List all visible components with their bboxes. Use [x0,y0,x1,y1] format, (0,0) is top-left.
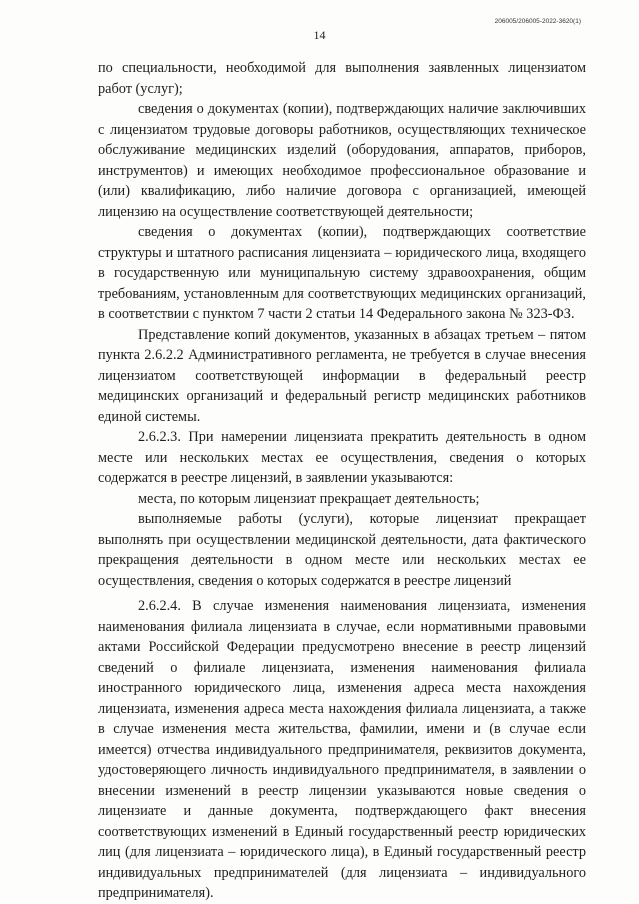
paragraph-places-list-item: места, по которым лицензиат прекращает деятельность; [138,490,480,507]
paragraph-continuation: по специальности, необходимой для выполнения заявленных лицензиатом работ (услуг); [98,60,586,97]
document-body [98,58,586,904]
paragraph-maintenance-staff: сведения о документах (копии), подтверждающих наличие заключивших с лицензиатом трудовые договоры работников, осуществляющих техническое обслуживание медицинских изделий (оборудования, аппаратов, приборов, инструментов) и имеющих необходимое профессиональное образование и (или) квалификацию, либо наличие договора с организацией, имеющей лицензию на осуществление соответствующей деятельности; [98,101,586,220]
page-number: 14 [313,28,326,42]
paragraph-2-6-2-4: 2.6.2.4. В случае изменения наименования лицензиата, изменения наименования филиала лицензиата в случае, если нормативными правовыми актами Российской Федерации предусмотрено внесение в реестр лицензий сведений о филиале лицензиата, изменения наименования филиала иностранного юридического лица, изменения адреса места нахождения лицензиата, изменения адреса места нахождения филиала лицензиата, а также в случае изменения места жительства, фамилии, имени и (в случае если имеется) отчества индивидуального предпринимателя, реквизитов документа, удостоверяющего личность индивидуального предпринимателя, в заявлении о внесении изменений в реестр лицензии указываются новые сведения о лицензиате и данные документа, подтверждающего факт внесения соответствующих изменений в Единый государственный реестр юридических лиц (для лицензиата – юридического лица), в Единый государственный реестр индивидуальных предпринимателей (для лицензиата – индивидуального предпринимателя). [98,598,586,901]
paragraph-copies-not-required: Представление копий документов, указанных в абзацах третьем – пятом пункта 2.6.2.2 Административного регламента, не требуется в случае внесения лицензиатом соответствующей информации в федеральный реестр медицинских организаций и федеральный регистр медицинских работников единой системы. [98,326,586,425]
paragraph-structure-staffing: сведения о документах (копии), подтверждающих соответствие структуры и штатного расписания лицензиата – юридического лица, входящего в государственную или муниципальную систему здравоохранения, общим требованиям, установленным для соответствующих медицинских организаций, в соответствии с пунктом 7 части 2 статьи 14 Федерального закона № 323-ФЗ. [98,224,586,322]
document-reference: 206005/206005-2022-3620(1) [494,18,581,25]
paragraph-works-list-item: выполняемые работы (услуги), которые лицензиат прекращает выполнять при осуществлении медицинской деятельности, дата фактического прекращения деятельности в одном месте или нескольких местах ее осуществления, сведения о которых содержатся в реестре лицензий [98,511,586,589]
paragraph-2-6-2-3: 2.6.2.3. При намерении лицензиата прекратить деятельность в одном месте или нескольких местах ее осуществления, сведения о которых содержатся в реестре лицензий, в заявлении указываются: [98,429,586,486]
